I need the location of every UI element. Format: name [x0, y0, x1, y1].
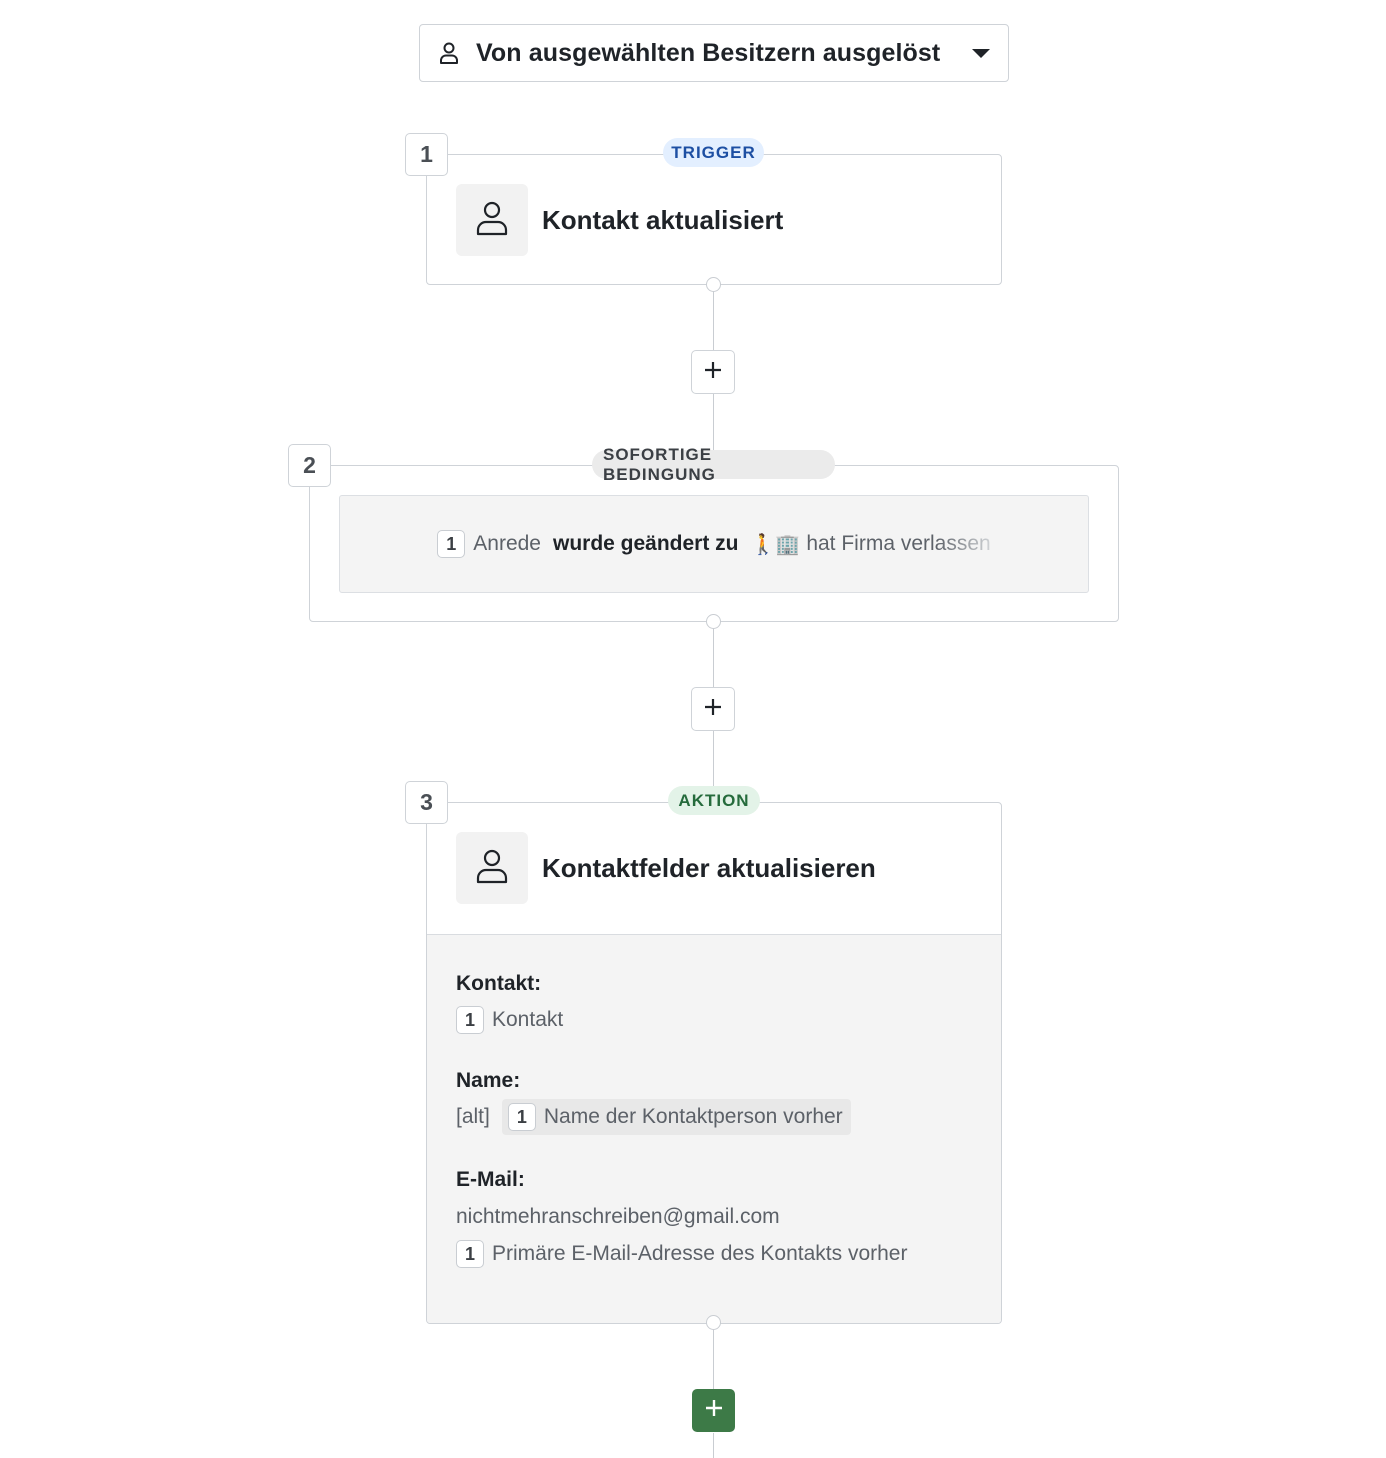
person-icon	[475, 200, 509, 241]
step-number-2: 2	[288, 444, 331, 487]
name-prefix: [alt]	[456, 1105, 490, 1128]
name-field-value	[456, 1099, 851, 1135]
name-token	[502, 1099, 851, 1135]
connector-node	[706, 1315, 721, 1330]
connector-line	[713, 731, 714, 787]
step-number-1: 1	[405, 133, 448, 176]
connector-node	[706, 277, 721, 292]
condition-value: hat Firma verlassen	[806, 532, 991, 555]
condition-card[interactable]	[309, 465, 1119, 622]
owner-filter-label: Von ausgewählten Besitzern ausgelöst	[476, 38, 941, 67]
add-step-button[interactable]	[691, 687, 735, 731]
connector-line	[713, 1433, 714, 1458]
step-ref-chip: 1	[437, 530, 465, 558]
email-field-value: nichtmehranschreiben@gmail.com	[456, 1205, 780, 1228]
connector-line	[713, 1330, 714, 1389]
walking-person-office-emoji-icon: 🚶🏢	[750, 533, 801, 556]
person-icon	[475, 848, 509, 889]
name-field-label: Name:	[456, 1069, 521, 1092]
action-title: Kontaktfelder aktualisieren	[542, 853, 876, 883]
email-ref-value	[456, 1240, 907, 1268]
condition-operator: wurde geändert zu	[552, 532, 739, 555]
step-ref-chip: 1	[508, 1103, 536, 1131]
trigger-icon-box	[456, 184, 528, 256]
connector-line	[713, 291, 714, 350]
contact-field-label: Kontakt:	[456, 972, 542, 995]
chevron-down-icon	[972, 49, 990, 58]
connector-line	[713, 628, 714, 687]
trigger-badge: TRIGGER	[663, 138, 764, 167]
email-field-label: E-Mail:	[456, 1168, 525, 1191]
email-ref-text: Primäre E-Mail-Adresse des Kontakts vorher	[492, 1242, 908, 1265]
connector-line	[713, 394, 714, 450]
step-ref-chip: 1	[456, 1240, 484, 1268]
trigger-card[interactable]	[426, 154, 1002, 285]
action-card[interactable]	[426, 802, 1002, 1324]
add-step-button[interactable]	[691, 350, 735, 394]
action-badge: AKTION	[668, 786, 760, 815]
contact-field-value	[456, 1006, 563, 1034]
plus-icon	[703, 697, 723, 722]
contact-value-text: Kontakt	[492, 1008, 564, 1031]
name-value-text: Name der Kontaktperson vorher	[543, 1105, 843, 1128]
trigger-title: Kontakt aktualisiert	[542, 205, 784, 235]
plus-icon	[704, 1398, 724, 1423]
action-details	[427, 934, 1001, 1324]
owner-filter-dropdown[interactable]	[419, 24, 1009, 82]
plus-icon	[703, 360, 723, 385]
action-icon-box	[456, 832, 528, 904]
condition-summary[interactable]	[339, 495, 1089, 593]
condition-field: Anrede	[473, 532, 541, 555]
step-ref-chip: 1	[456, 1006, 484, 1034]
step-number-3: 3	[405, 781, 448, 824]
connector-node	[706, 614, 721, 629]
person-icon	[438, 40, 460, 66]
add-step-button[interactable]	[692, 1389, 735, 1432]
condition-badge: SOFORTIGE BEDINGUNG	[592, 450, 835, 479]
